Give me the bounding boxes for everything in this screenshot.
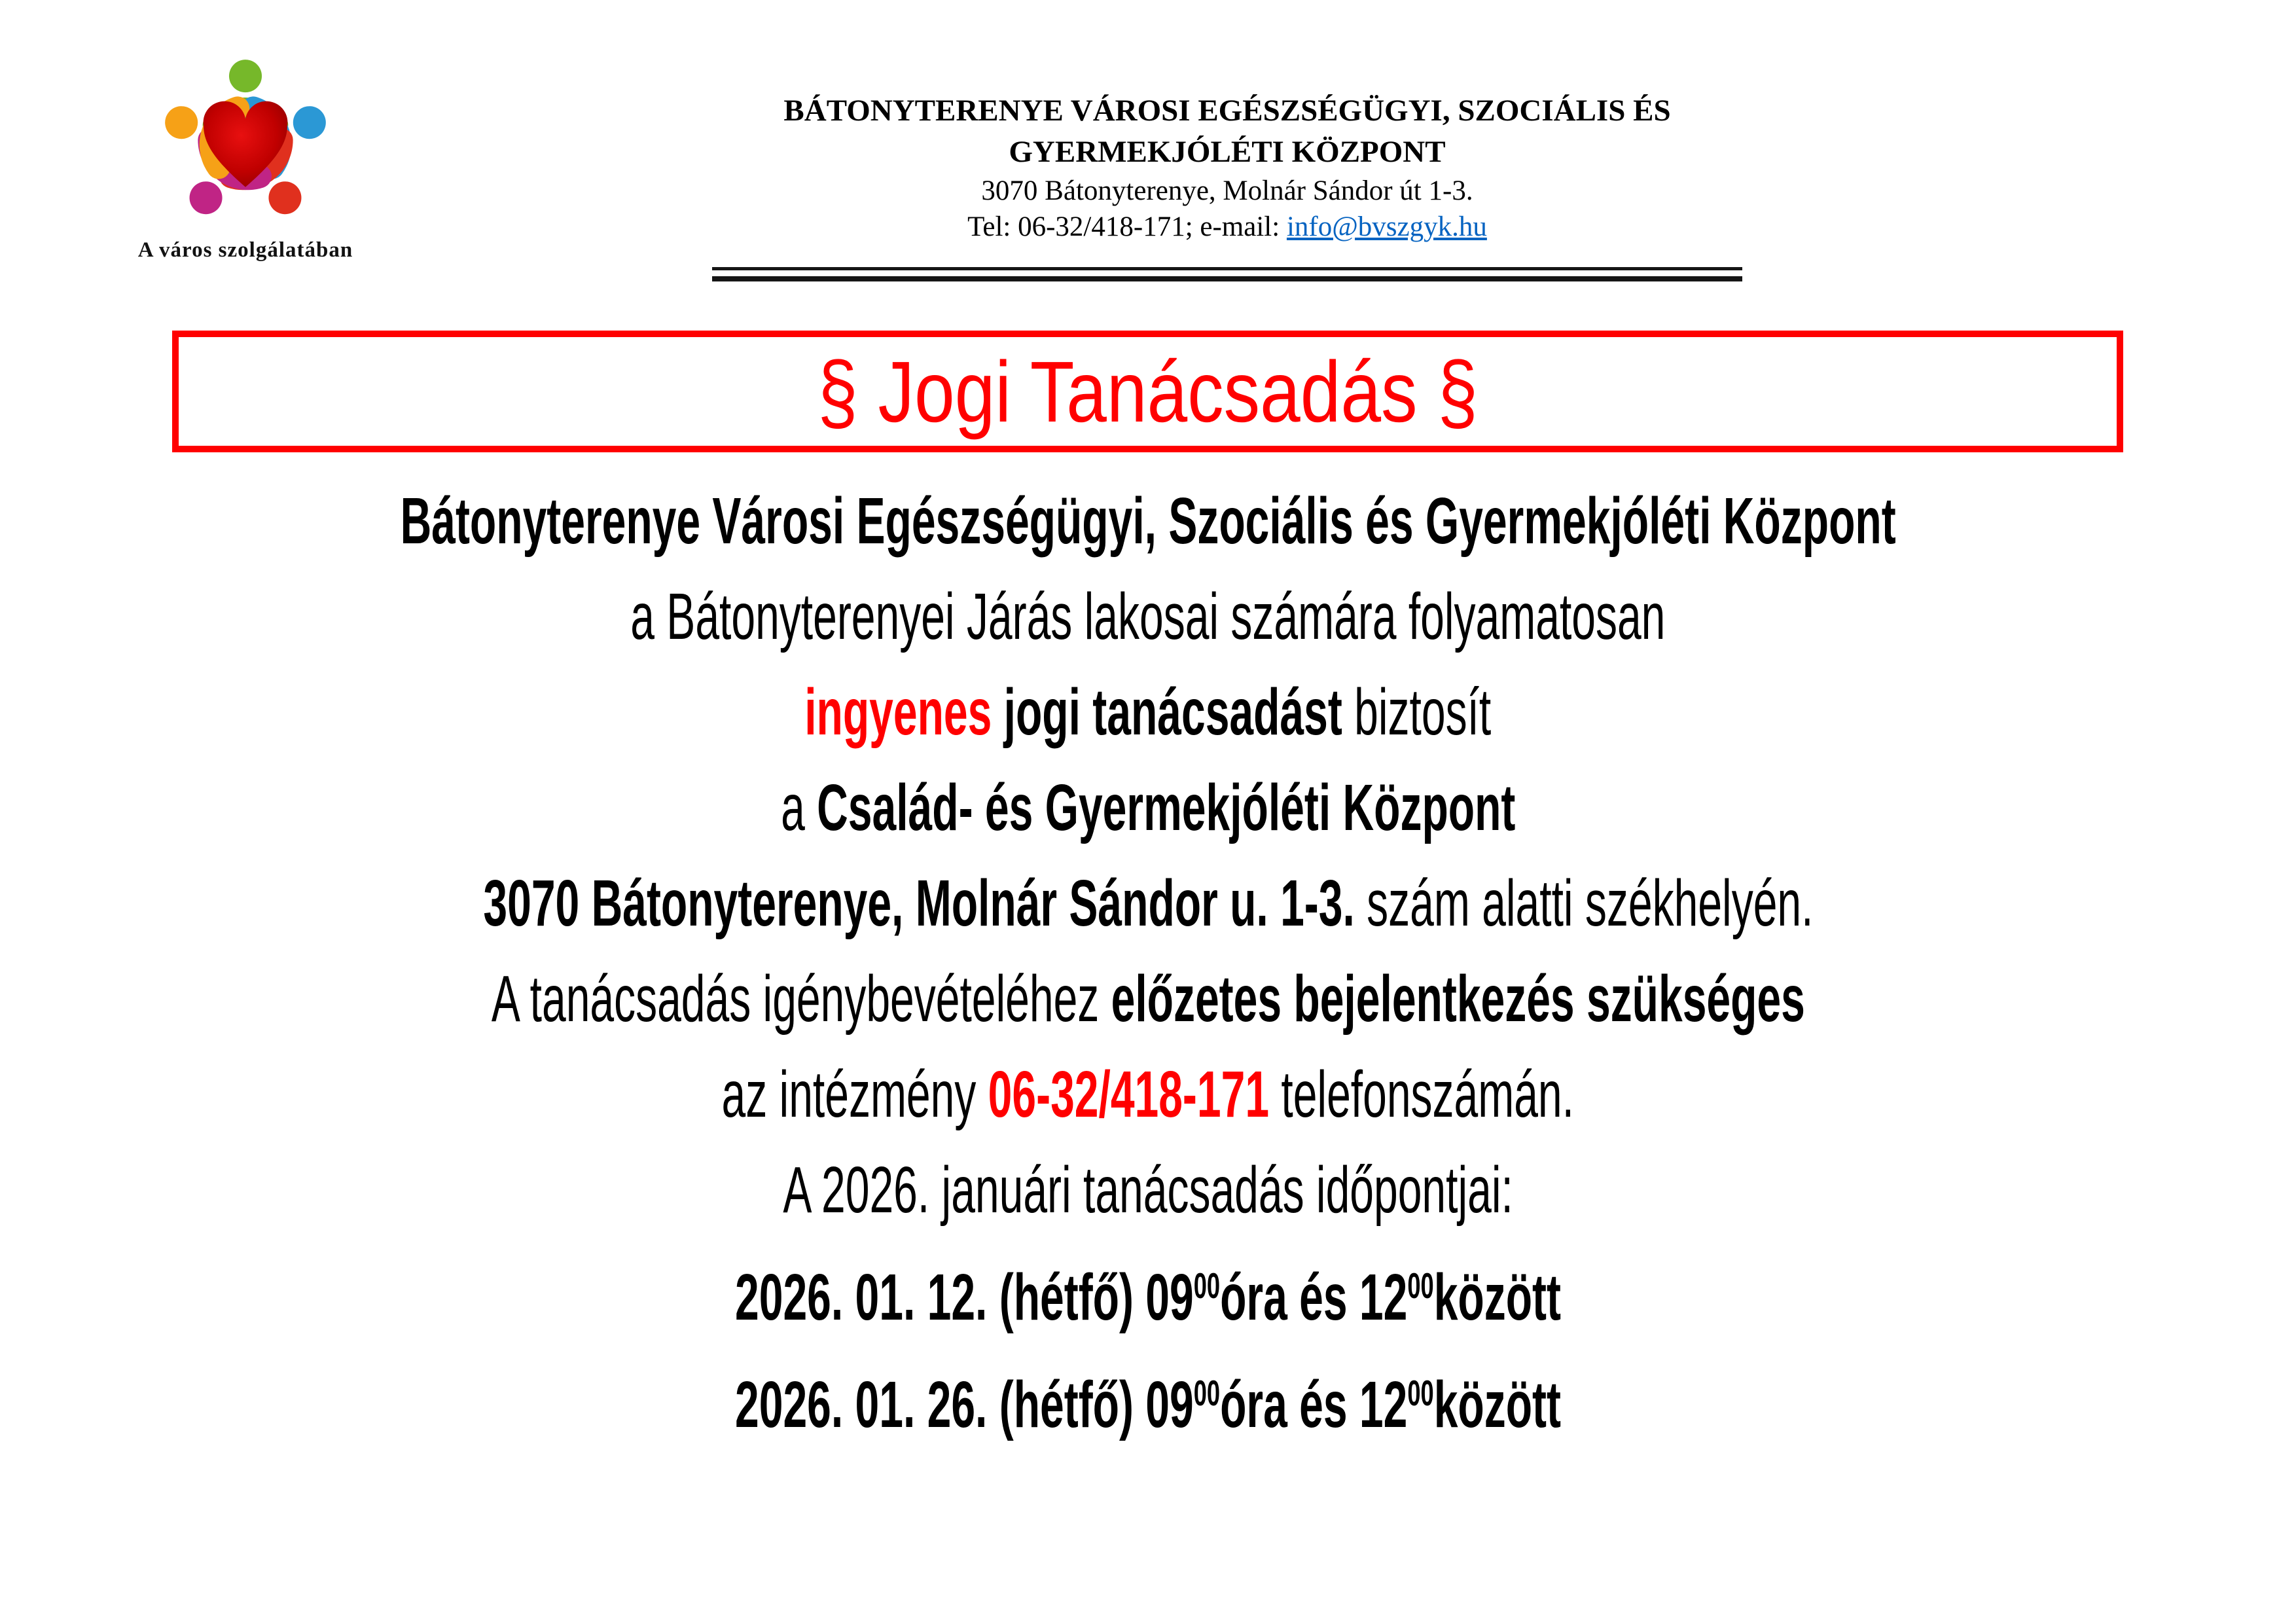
body-line-audience xyxy=(0,569,2296,664)
org-address: 3070 Bátonyterenye, Molnár Sándor út 1-3. xyxy=(981,175,1473,206)
provider-prefix: a xyxy=(780,771,817,844)
date2-mid: óra és 12 xyxy=(1220,1368,1408,1441)
title-box xyxy=(172,331,2123,452)
page-title: § Jogi Tanácsadás § xyxy=(817,343,1478,440)
body-line-schedule-intro xyxy=(0,1142,2296,1238)
date1-end: között xyxy=(1433,1261,1561,1334)
audience-text: a Bátonyterenyei Járás lakosai számára folyamatosan xyxy=(630,580,1666,653)
org-name-line2: GYERMEKJÓLÉTI KÖZPONT xyxy=(1009,135,1446,169)
date2-end: között xyxy=(1433,1368,1561,1441)
date1-text: 2026. 01. 12. (hétfő) 09 xyxy=(735,1261,1194,1334)
registration-prefix: A tanácsadás igénybevételéhez xyxy=(491,962,1111,1036)
schedule-intro-text: A 2026. januári tanácsadás időpontjai: xyxy=(783,1153,1513,1227)
announcement-body xyxy=(0,473,2296,1453)
body-line-org xyxy=(0,473,2296,569)
org-name-line1: BÁTONYTERENYE VÁROSI EGÉSZSÉGÜGYI, SZOCIÁLIS ÉS xyxy=(783,94,1671,128)
free-highlight: ingyenes xyxy=(804,676,992,749)
contact-prefix: Tel: 06-32/418-171; e-mail: xyxy=(967,211,1287,242)
date1-sup2: 00 xyxy=(1407,1265,1434,1306)
location-suffix: szám alatti székhelyén. xyxy=(1354,867,1814,940)
body-line-registration xyxy=(0,951,2296,1047)
org-contact xyxy=(712,209,1742,245)
date1-mid: óra és 12 xyxy=(1220,1261,1408,1334)
logo-caption: A város szolgálatában xyxy=(137,238,353,262)
phone-prefix: az intézmény xyxy=(721,1058,988,1131)
location-address-bold: 3070 Bátonyterenye, Molnár Sándor u. 1-3. xyxy=(482,867,1355,940)
body-line-provider xyxy=(0,760,2296,856)
phone-number: 06-32/418-171 xyxy=(988,1058,1270,1131)
date1-sup1: 00 xyxy=(1193,1265,1221,1306)
org-name-bold: Bátonyterenye Városi Egészségügyi, Szociális és Gyermekjóléti Központ xyxy=(400,484,1896,558)
date2-text: 2026. 01. 26. (hétfő) 09 xyxy=(735,1368,1194,1441)
people-circle-heart-icon xyxy=(154,52,337,234)
phone-suffix: telefonszámán. xyxy=(1269,1058,1575,1131)
body-line-service xyxy=(0,664,2296,760)
legal-advice-bold: jogi tanácsadást xyxy=(992,676,1343,749)
provider-name-bold: Család- és Gyermekjóléti Központ xyxy=(816,771,1516,844)
date2-sup1: 00 xyxy=(1193,1373,1221,1413)
body-line-date2 xyxy=(0,1345,2296,1453)
provides-text: biztosít xyxy=(1342,676,1492,749)
body-line-phone xyxy=(0,1047,2296,1142)
organization-logo xyxy=(134,52,357,262)
date2-sup2: 00 xyxy=(1407,1373,1434,1413)
body-line-location xyxy=(0,856,2296,951)
body-line-date1 xyxy=(0,1238,2296,1345)
header-divider xyxy=(712,267,1742,281)
registration-required-bold: előzetes bejelentkezés szükséges xyxy=(1111,962,1805,1036)
letterhead xyxy=(712,90,1742,245)
email-link[interactable]: info@bvszgyk.hu xyxy=(1286,211,1487,242)
